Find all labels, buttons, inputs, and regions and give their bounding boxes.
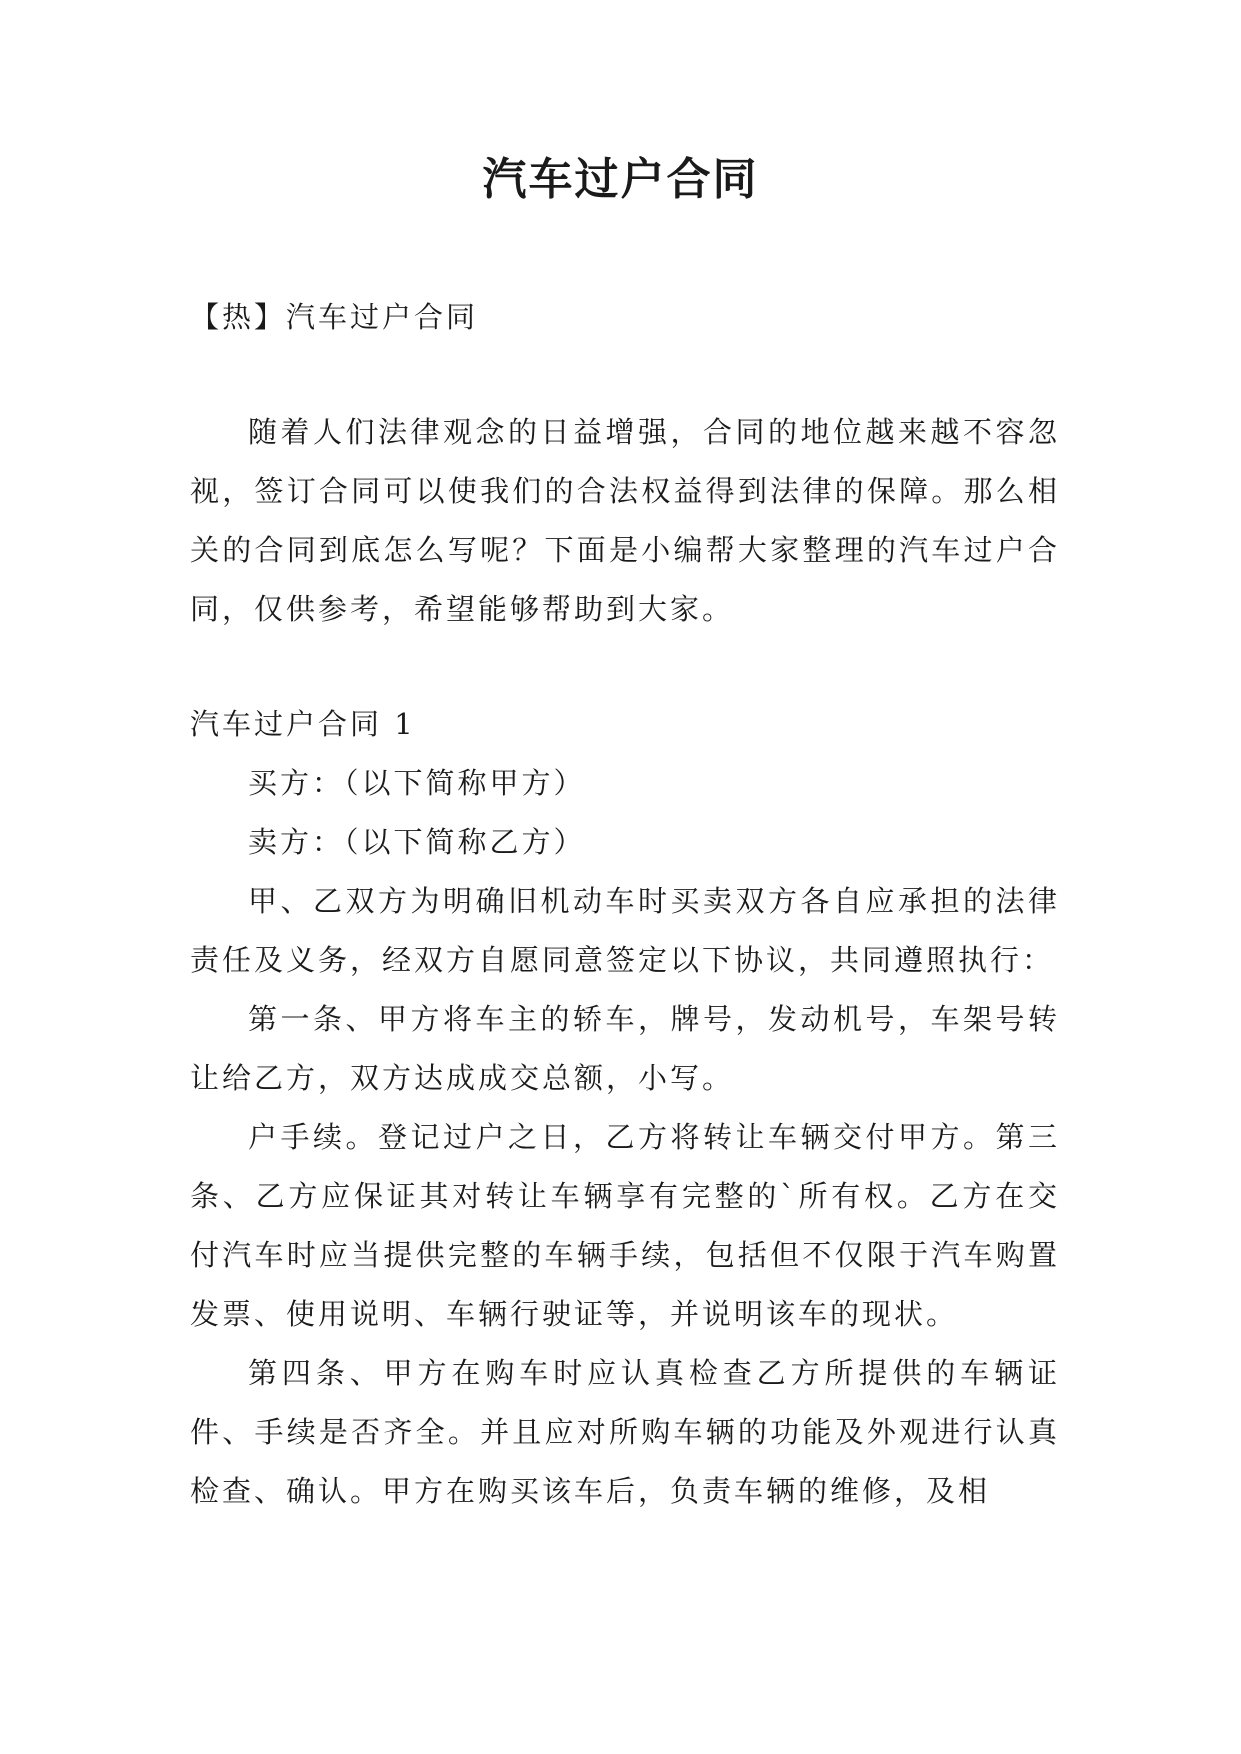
article-2-3-paragraph: 户手续。登记过户之日，乙方将转让车辆交付甲方。第三条、乙方应保证其对转让车辆享有完整的`所有权。乙方在交付汽车时应当提供完整的车辆手续，包括但不仅限于汽车购置发票、使用说明、车辆行驶证等，并说明该车的现状。 — [190, 1120, 1060, 1331]
buyer-line: 买方：（以下简称甲方） — [248, 766, 586, 800]
preamble-paragraph: 甲、乙双方为明确旧机动车时买卖双方各自应承担的法律责任及义务，经双方自愿同意签定以下协议，共同遵照执行： — [190, 884, 1060, 977]
document-title: 汽车过户合同 — [482, 154, 759, 205]
article-4-paragraph: 第四条、甲方在购车时应认真检查乙方所提供的车辆证件、手续是否齐全。并且应对所购车辆的功能及外观进行认真检查、确认。甲方在购买该车后，负责车辆的维修，及相 — [190, 1356, 1060, 1508]
intro-paragraph: 随着人们法律观念的日益增强，合同的地位越来越不容忽视，签订合同可以使我们的合法权益得到法律的保障。那么相关的合同到底怎么写呢？下面是小编帮大家整理的汽车过户合同，仅供参考，希望能够帮助到大家。 — [190, 415, 1060, 626]
tag-line: 【热】汽车过户合同 — [190, 300, 479, 334]
seller-line: 卖方：（以下简称乙方） — [248, 825, 586, 859]
document-body — [190, 288, 1060, 1521]
section-title: 汽车过户合同 1 — [190, 707, 416, 741]
article-1-paragraph: 第一条、甲方将车主的轿车，牌号，发动机号，车架号转让给乙方，双方达成成交总额，小写。 — [190, 1002, 1060, 1095]
